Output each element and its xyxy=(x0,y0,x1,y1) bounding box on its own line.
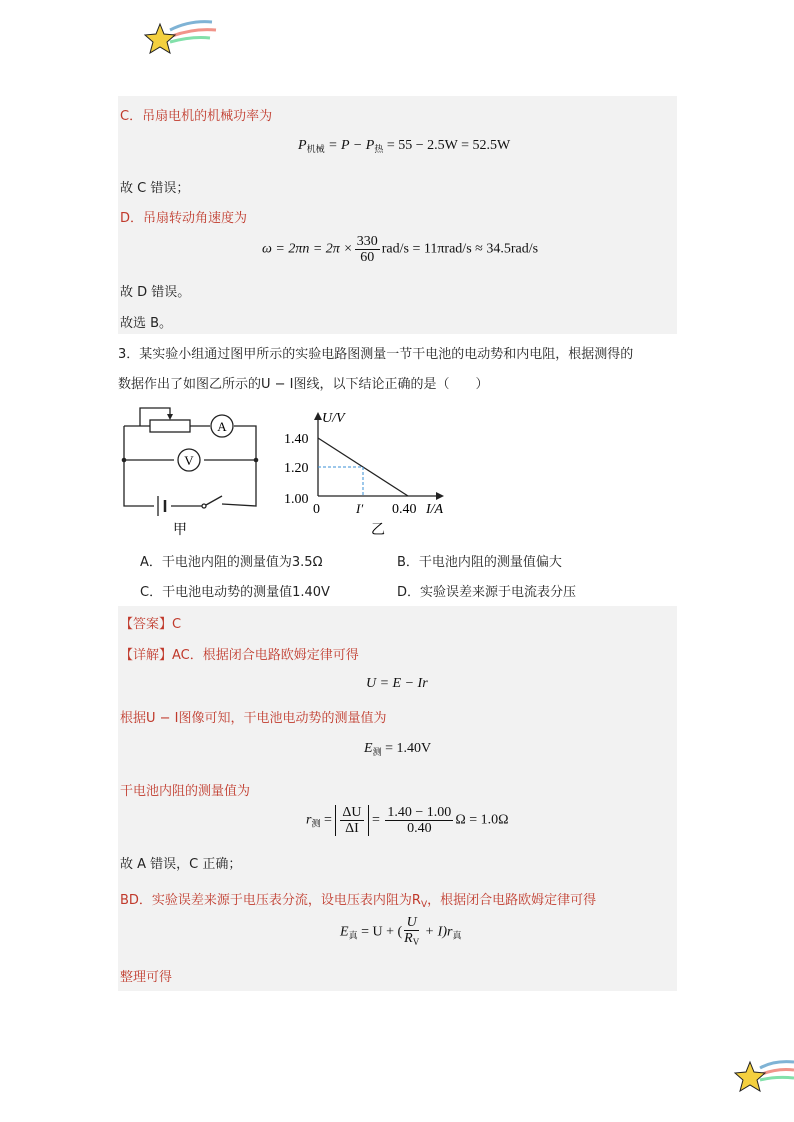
svg-text:V: V xyxy=(184,453,194,468)
shooting-star-icon xyxy=(140,16,220,60)
text-emf: 根据U − I图像可知，干电池电动势的测量值为 xyxy=(120,711,387,726)
final-choice: 故选 B。 xyxy=(120,316,173,331)
formula-mechanical-power: $P_{机械} = P - P_热 = 55 - 2.5W = 52.5W$ xyxy=(298,138,511,154)
text-rearrange: 整理可得 xyxy=(120,970,173,985)
svg-text:A: A xyxy=(217,419,227,434)
y-tick: 1.40 xyxy=(284,432,309,447)
formula-true-emf: $E_真 = U$ + ( $\frac{U}{R_V}$ + $I)r_真$ xyxy=(340,915,462,947)
x-tick: 0.40 xyxy=(392,502,417,517)
origin-label: 0 xyxy=(313,502,320,517)
formula-ohm-law: U = E − Ir xyxy=(366,676,428,691)
circuit-label: 甲 xyxy=(173,523,187,538)
text-conclusion-ac: 故 A 错误，C 正确； xyxy=(120,857,242,872)
formula-emf-measured: $E_测 = 1.40V$ xyxy=(364,741,432,757)
conclusion-d: 故 D 错误。 xyxy=(120,285,191,300)
option-d[interactable]: D．实验误差来源于电流表分压 xyxy=(397,585,577,600)
question3-line2: 数据作出了如图乙所示的U − I图线，以下结论正确的是（ ） xyxy=(118,377,489,392)
option-b[interactable]: B．干电池内阻的测量值偏大 xyxy=(397,555,562,570)
text-bd: BD．实验误差来源于电压表分流，设电压表内阻为$R_V$，根据闭合电路欧姆定律可得 xyxy=(120,893,597,910)
y-tick: 1.20 xyxy=(284,461,309,476)
u-i-graph xyxy=(280,410,460,540)
dashed-label: I′ xyxy=(356,501,364,516)
option-a[interactable]: A．干电池内阻的测量值为3.5Ω xyxy=(140,555,323,570)
text-resistance: 干电池内阻的测量值为 xyxy=(120,784,251,799)
answer-label: 【答案】C xyxy=(120,617,182,632)
detail-text: 【详解】AC．根据闭合电路欧姆定律可得 xyxy=(120,648,359,663)
shooting-star-icon xyxy=(730,1052,794,1098)
graph-label: 乙 xyxy=(371,523,385,538)
ammeter-symbol xyxy=(211,415,233,437)
y-axis-label: U/V xyxy=(322,411,345,426)
item-c-text: C．吊扇电机的机械功率为 xyxy=(120,109,273,124)
item-d-text: D．吊扇转动角速度为 xyxy=(120,211,248,226)
y-tick: 1.00 xyxy=(284,492,309,507)
formula-resistance: $r_测$ = $\frac{\Delta U}{\Delta I}$ = $\frac{1.40 - 1.00}{0.40}$ Ω = 1.0Ω xyxy=(306,805,509,836)
circuit-diagram xyxy=(118,400,268,540)
formula-angular-velocity: ω = 2πn = 2π × $\frac{330}{60}$ rad/s = 11πrad/s ≈ 34.5rad/s xyxy=(262,234,539,265)
voltmeter-symbol xyxy=(178,449,200,471)
question3-line1: 3．某实验小组通过图甲所示的实验电路图测量一节干电池的电动势和内电阻，根据测得的 xyxy=(118,347,634,362)
conclusion-c: 故 C 错误； xyxy=(120,181,190,196)
option-c[interactable]: C．干电池电动势的测量值1.40V xyxy=(140,585,330,600)
x-axis-label: I/A xyxy=(426,502,444,517)
